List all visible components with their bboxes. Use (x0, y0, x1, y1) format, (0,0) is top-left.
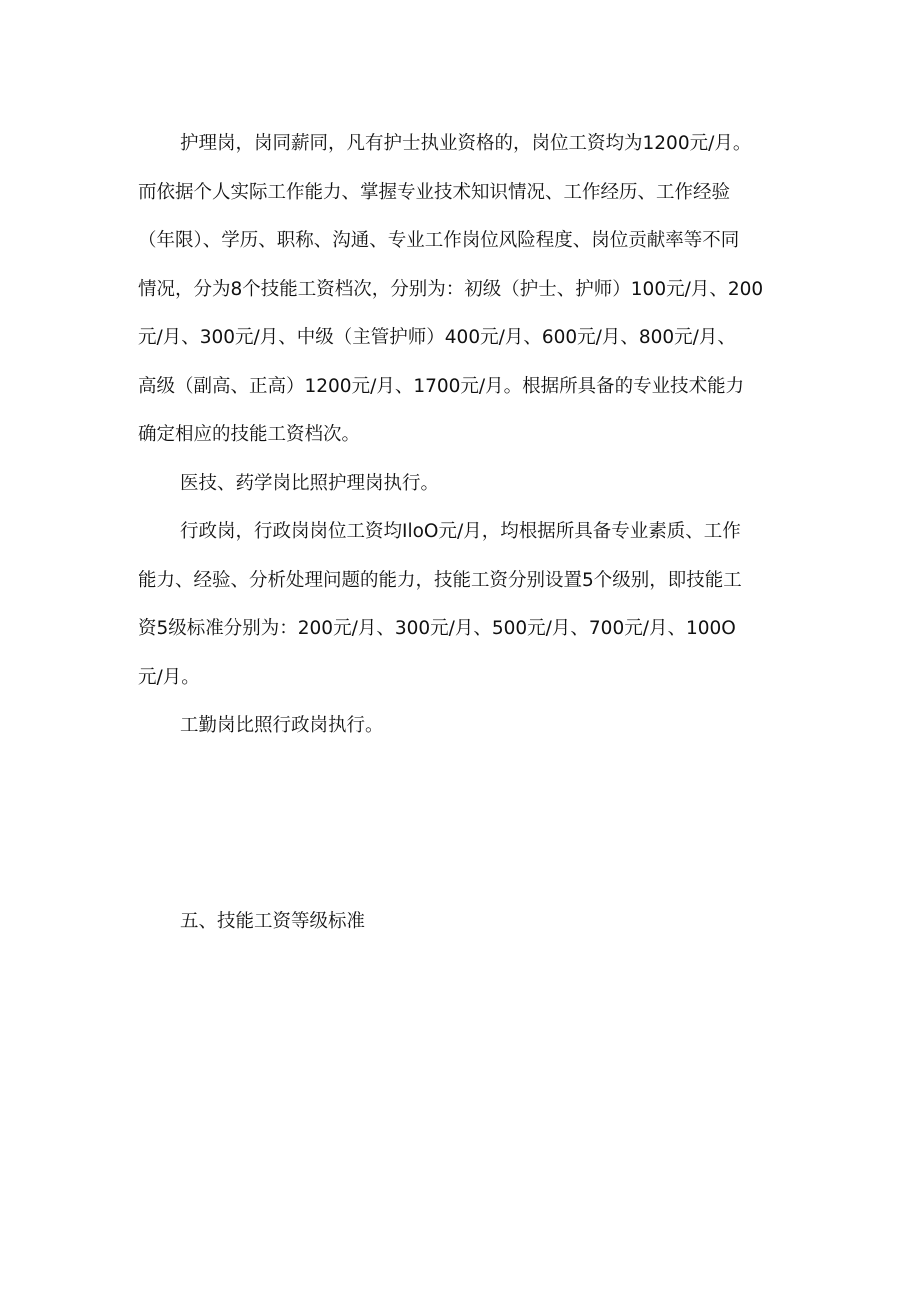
text-line: 护理岗，岗同薪同，凡有护士执业资格的，岗位工资均为1200元/月。 (180, 133, 752, 154)
text-line: 高级（副高、正高）1200元/月、1700元/月。根据所具备的专业技术能力 (138, 375, 745, 397)
text-line: 情况，分为8个技能工资档次，分别为：初级（护士、护师）100元/月、200 (138, 278, 764, 300)
paragraph-nursing-post (138, 120, 810, 460)
text-line: 资5级标准分别为：200元/月、300元/月、500元/月、700元/月、100O (138, 618, 736, 639)
paragraph-medtech-post (138, 460, 810, 509)
document-body (138, 120, 810, 751)
text-line: 能力、经验、分析处理问题的能力，技能工资分别设置5个级别，即技能工 (138, 569, 742, 591)
text-line: 元/月。 (138, 666, 200, 688)
section-heading: 五、技能工资等级标准 (180, 911, 366, 932)
text-line: 医技、药学岗比照护理岗执行。 (180, 472, 440, 494)
text-line: 行政岗，行政岗岗位工资均IloO元/月，均根据所具备专业素质、工作 (180, 521, 741, 542)
text-line: （年限）、学历、职称、沟通、专业工作岗位风险程度、岗位贡献率等不同 (138, 230, 740, 251)
text-line: 确定相应的技能工资档次。 (138, 424, 361, 445)
paragraph-logistics-post (138, 702, 810, 751)
text-line: 元/月、300元/月、中级（主管护师）400元/月、600元/月、800元/月、 (138, 327, 736, 348)
text-line: 而依据个人实际工作能力、掌握专业技术知识情况、工作经历、工作经验 (138, 181, 731, 203)
text-line: 工勤岗比照行政岗执行。 (180, 715, 384, 736)
paragraph-admin-post (138, 508, 810, 702)
